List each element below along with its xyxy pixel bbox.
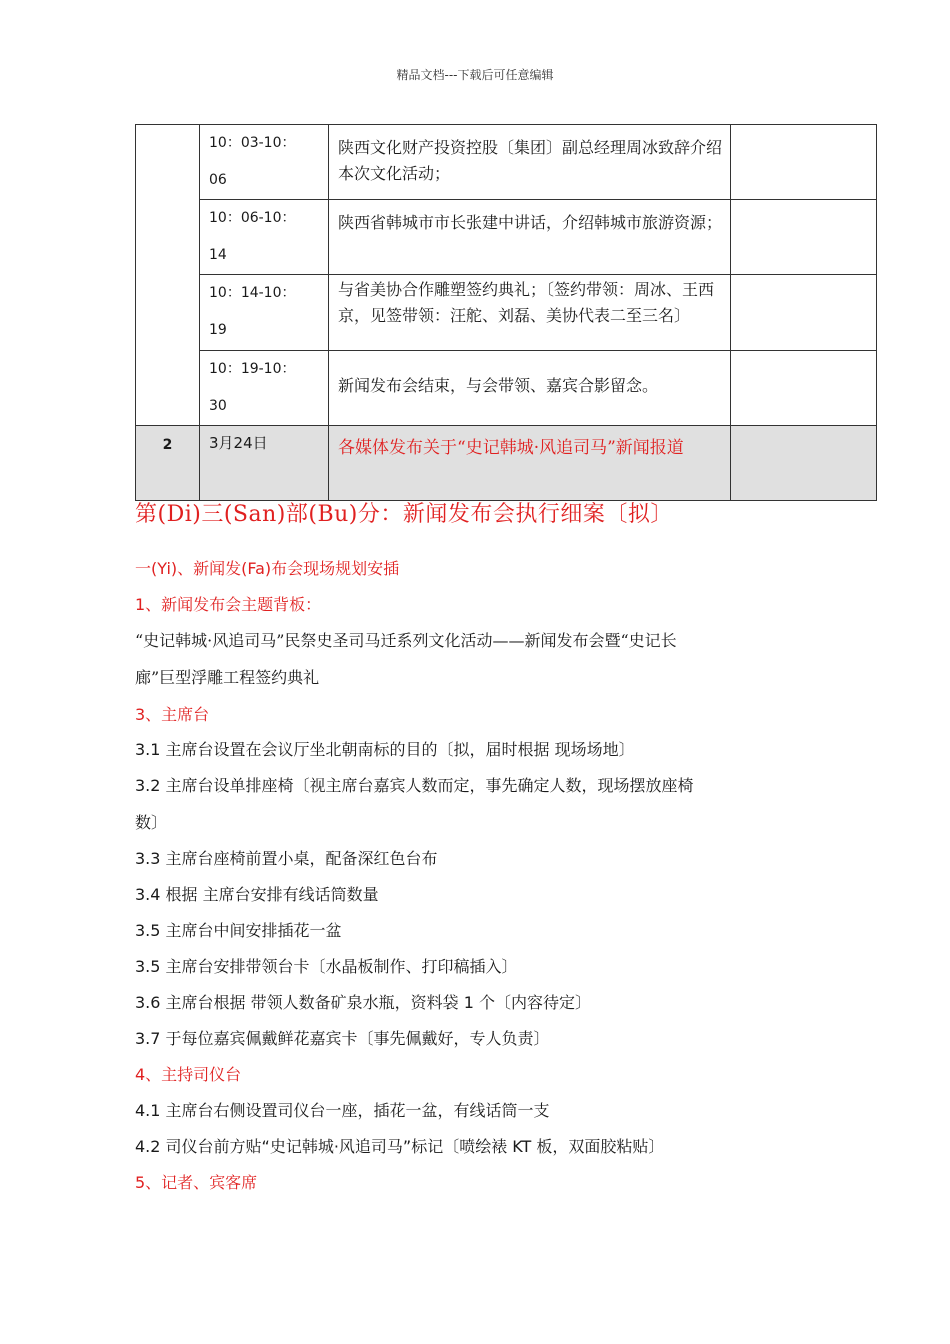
heading-5: 5、记者、宾客席 <box>135 1173 258 1192</box>
table-row <box>136 125 877 200</box>
paragraph-line: 4.2 司仪台前方贴“史记韩城·风追司马”标记〔喷绘裱 KT 板，双面胶粘贴〕 <box>135 1137 665 1156</box>
paragraph-line: 数〕 <box>135 813 168 832</box>
note-cell <box>731 426 877 501</box>
paragraph-line: 3.4 根据 主席台安排有线话筒数量 <box>135 885 379 904</box>
note-cell <box>731 125 877 200</box>
activity-cell: 与省美协合作雕塑签约典礼；〔签约带领：周冰、王西京，见签带领：汪舵、刘磊、美协代表二至三名〕 <box>329 275 731 351</box>
heading-2: 1、新闻发布会主题背板： <box>135 595 322 614</box>
time-cell: 10：06-10： 14 <box>200 200 329 275</box>
schedule-table <box>135 124 877 501</box>
table-row <box>136 426 877 501</box>
note-cell <box>731 275 877 351</box>
heading-1: 一(Yi)、新闻发(Fa)布会现场规划安插 <box>135 559 400 578</box>
date-cell: 3月24日 <box>200 426 329 501</box>
page-header: 精品文档---下载后可任意编辑 <box>396 68 554 82</box>
table-row <box>136 200 877 275</box>
row-number-cell <box>136 125 200 426</box>
paragraph-line: 3.2 主席台设单排座椅〔视主席台嘉宾人数而定，事先确定人数，现场摆放座椅 <box>135 776 694 795</box>
heading-4: 4、主持司仪台 <box>135 1065 242 1084</box>
paragraph-line: 3.5 主席台中间安排插花一盆 <box>135 921 342 940</box>
note-cell <box>731 351 877 426</box>
heading-3: 3、主席台 <box>135 705 210 724</box>
activity-cell: 新闻发布会结束，与会带领、嘉宾合影留念。 <box>329 351 731 426</box>
paragraph-line: 3.7 于每位嘉宾佩戴鲜花嘉宾卡〔事先佩戴好，专人负责〕 <box>135 1029 550 1048</box>
table-row <box>136 275 877 351</box>
note-cell <box>731 200 877 275</box>
paragraph-line: 廊”巨型浮雕工程签约典礼 <box>135 668 320 687</box>
activity-cell: 各媒体发布关于“史记韩城·风追司马”新闻报道 <box>329 426 731 501</box>
paragraph-line: “史记韩城·风追司马”民祭史圣司马迁系列文化活动——新闻发布会暨“史记长 <box>135 631 677 650</box>
paragraph-line: 4.1 主席台右侧设置司仪台一座，插花一盆，有线话筒一支 <box>135 1101 550 1120</box>
time-cell: 10：03-10： 06 <box>200 125 329 200</box>
time-cell: 10：14-10： 19 <box>200 275 329 351</box>
paragraph-line: 3.1 主席台设置在会议厅坐北朝南标的目的〔拟，届时根据 现场场地〕 <box>135 740 635 759</box>
time-cell: 10：19-10： 30 <box>200 351 329 426</box>
row-number-cell: 2 <box>136 426 200 501</box>
activity-cell: 陕西省韩城市市长张建中讲话，介绍韩城市旅游资源； <box>329 200 731 275</box>
paragraph-line: 3.3 主席台座椅前置小桌，配备深红色台布 <box>135 849 438 868</box>
activity-cell: 陕西文化财产投资控股〔集团〕副总经理周冰致辞介绍本次文化活动； <box>329 125 731 200</box>
paragraph-line: 3.5 主席台安排带领台卡〔水晶板制作、打印稿插入〕 <box>135 957 518 976</box>
section-title: 第(Di)三(San)部(Bu)分：新闻发布会执行细案〔拟〕 <box>135 502 673 527</box>
table-row <box>136 351 877 426</box>
paragraph-line: 3.6 主席台根据 带领人数备矿泉水瓶，资料袋 1 个〔内容待定〕 <box>135 993 591 1012</box>
